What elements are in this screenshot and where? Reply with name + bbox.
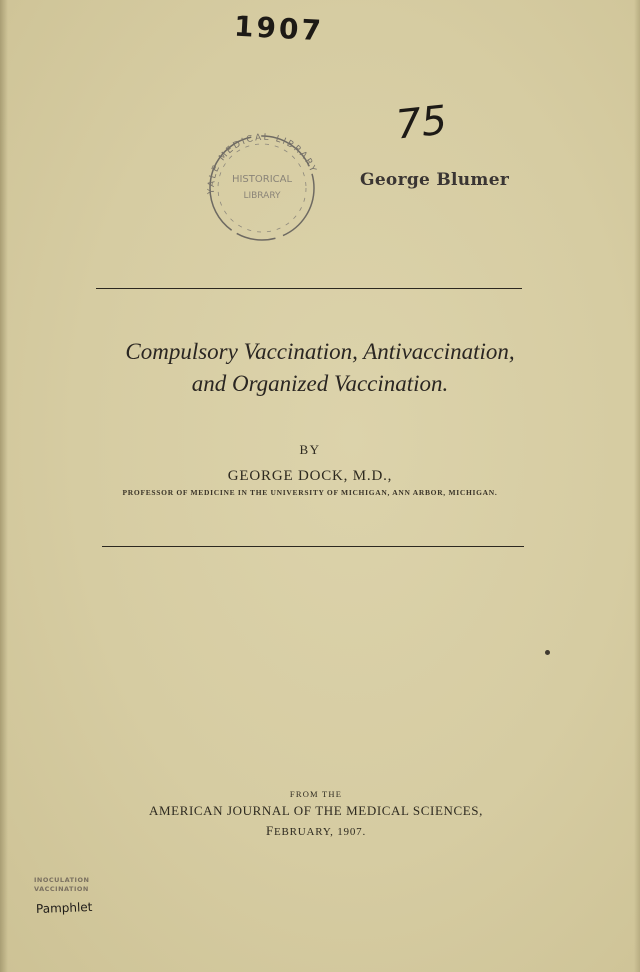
author-name: GEORGE DOCK, M.D., <box>227 468 393 484</box>
document-title <box>60 336 580 400</box>
author-affiliation: PROFESSOR OF MEDICINE IN THE UNIVERSITY OF MICHIGAN, ANN ARBOR, MICHIGAN. <box>122 488 498 497</box>
stamp-arc-text: YALE MEDICAL LIBRARY <box>206 132 319 195</box>
title-line-2: and Organized Vaccination. <box>191 371 449 396</box>
paper-speck <box>545 650 550 655</box>
shelf-handwritten: Pamphlet <box>35 900 93 916</box>
source-journal: AMERICAN JOURNAL OF THE MEDICAL SCIENCES, <box>149 803 483 818</box>
stamp-middle-text: HISTORICAL <box>231 174 293 185</box>
shelf-mark <box>34 876 89 894</box>
title-line-1: Compulsory Vaccination, Antivaccination, <box>125 339 515 364</box>
source-date <box>0 823 632 839</box>
library-stamp <box>196 124 326 248</box>
handwritten-year: 1907 <box>233 9 325 48</box>
shelf-line-1: INOCULATION <box>34 876 90 884</box>
shelf-line-2: VACCINATION <box>34 885 89 893</box>
top-divider <box>96 288 522 289</box>
owner-stamp: George Blumer <box>360 170 510 190</box>
bottom-divider <box>102 546 524 547</box>
byline-label: BY <box>299 442 321 457</box>
date-rest: EBRUARY, 1907. <box>274 826 367 838</box>
date-initial: F <box>265 823 275 838</box>
source-from: FROM THE <box>289 789 343 799</box>
stamp-bottom-text: LIBRARY <box>243 191 281 201</box>
handwritten-number: 75 <box>393 97 450 149</box>
